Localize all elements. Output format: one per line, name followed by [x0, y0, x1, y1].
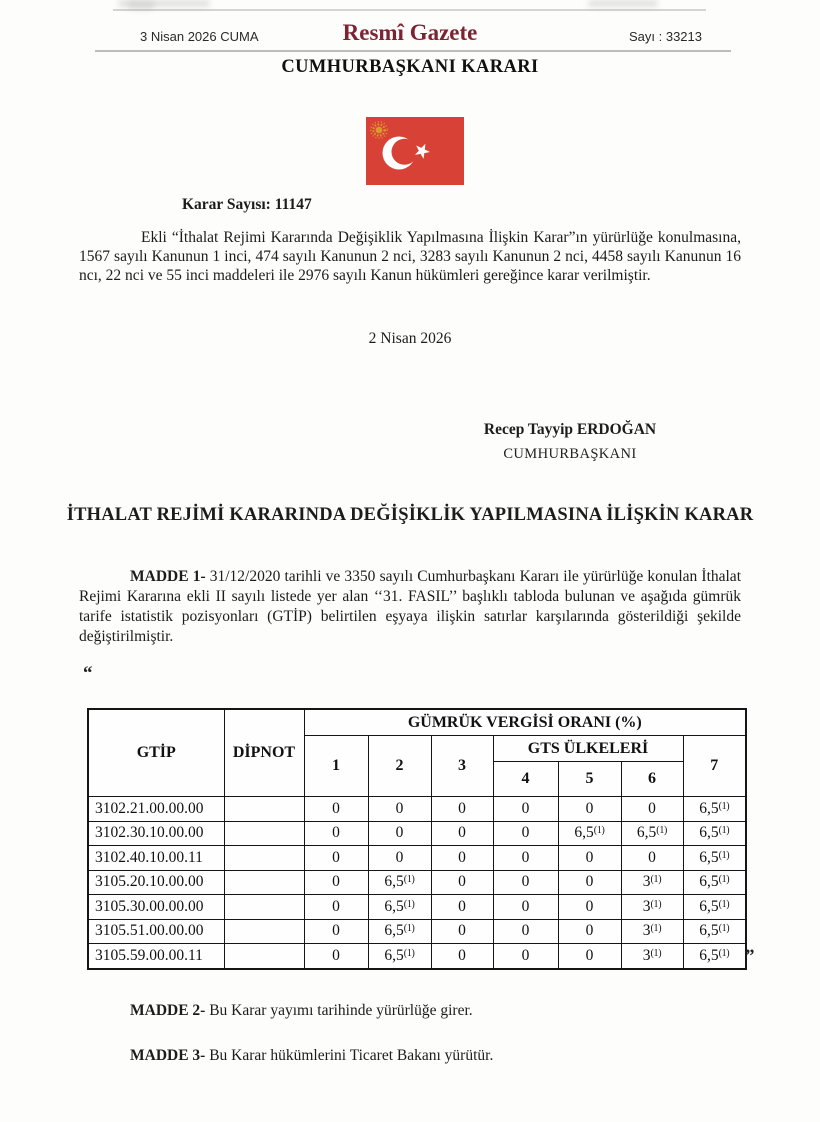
duty-rate-cell: 0 [304, 821, 368, 846]
duty-rate-cell: 0 [558, 797, 621, 822]
duty-rate-cell: 0 [493, 895, 558, 920]
dipnot-cell [224, 797, 304, 822]
table-row [88, 846, 746, 871]
duty-rate-cell: 6,5$^{(1)}$ [368, 919, 431, 944]
decision-number: Karar Sayısı: 11147 [182, 196, 312, 213]
duty-rate-cell: 0 [493, 821, 558, 846]
col-header-5: 5 [558, 762, 621, 797]
masthead-issue-number: Sayı : 33213 [629, 29, 702, 44]
col-header-dipnot: DİPNOT [224, 709, 304, 797]
gtip-code-cell: 3105.59.00.00.11 [88, 944, 224, 969]
tariff-table-body [88, 797, 746, 969]
gtip-code-cell: 3105.30.00.00.00 [88, 895, 224, 920]
duty-rate-cell: 6,5$^{(1)}$ [683, 870, 746, 895]
gtip-code-cell: 3105.51.00.00.00 [88, 919, 224, 944]
duty-rate-cell: 0 [431, 895, 493, 920]
decision-date: 2 Nisan 2026 [368, 330, 452, 347]
duty-rate-cell: 0 [431, 797, 493, 822]
table-row [88, 870, 746, 895]
president-name: Recep Tayyip ERDOĞAN [483, 421, 657, 438]
gtip-code-cell: 3102.21.00.00.00 [88, 797, 224, 822]
duty-rate-cell: 6,5$^{(1)}$ [683, 846, 746, 871]
col-header-2: 2 [368, 736, 431, 797]
dipnot-cell [224, 895, 304, 920]
article-3-label: MADDE 3- [130, 1047, 206, 1064]
dipnot-cell [224, 944, 304, 969]
masthead-divider [95, 50, 731, 52]
scan-smudge [588, 0, 658, 7]
duty-rate-cell: 6,5$^{(1)}$ [368, 895, 431, 920]
duty-rate-cell: 0 [621, 846, 683, 871]
duty-rate-cell: 0 [493, 919, 558, 944]
tariff-table-container [87, 708, 747, 970]
duty-rate-cell: 0 [368, 846, 431, 871]
table-row [88, 797, 746, 822]
duty-rate-cell: 0 [621, 797, 683, 822]
duty-rate-cell: 3$^{(1)}$ [621, 870, 683, 895]
duty-rate-cell: 0 [493, 797, 558, 822]
col-header-1: 1 [304, 736, 368, 797]
duty-rate-cell: 0 [304, 944, 368, 969]
table-row [88, 821, 746, 846]
duty-rate-cell: 6,5$^{(1)}$ [368, 944, 431, 969]
duty-rate-cell: 6,5$^{(1)}$ [683, 797, 746, 822]
closing-quote-mark: ” [745, 946, 755, 967]
duty-rate-cell: 0 [368, 821, 431, 846]
duty-rate-cell: 0 [493, 944, 558, 969]
duty-rate-cell: 0 [431, 944, 493, 969]
col-header-3: 3 [431, 736, 493, 797]
scan-smudge [128, 0, 154, 10]
duty-rate-cell: 6,5$^{(1)}$ [621, 821, 683, 846]
duty-rate-cell: 3$^{(1)}$ [621, 895, 683, 920]
decree-type-heading: CUMHURBAŞKANI KARARI [281, 57, 539, 77]
duty-rate-cell: 0 [304, 870, 368, 895]
table-row [88, 895, 746, 920]
dipnot-cell [224, 870, 304, 895]
duty-rate-cell: 0 [431, 846, 493, 871]
duty-rate-cell: 0 [304, 895, 368, 920]
duty-rate-cell: 0 [304, 846, 368, 871]
gtip-code-cell: 3102.30.10.00.00 [88, 821, 224, 846]
duty-rate-cell: 0 [558, 895, 621, 920]
article-3-text: Bu Karar hükümlerini Ticaret Bakanı yürütür. [209, 1047, 494, 1064]
duty-rate-cell: 0 [558, 944, 621, 969]
duty-rate-cell: 3$^{(1)}$ [621, 944, 683, 969]
duty-rate-cell: 0 [304, 919, 368, 944]
scan-top-edge-line [113, 9, 706, 11]
duty-rate-cell: 0 [368, 797, 431, 822]
duty-rate-cell: 3$^{(1)}$ [621, 919, 683, 944]
duty-rate-cell: 6,5$^{(1)}$ [558, 821, 621, 846]
col-header-4: 4 [493, 762, 558, 797]
article-2-label: MADDE 2- [130, 1002, 206, 1019]
duty-rate-cell: 0 [431, 821, 493, 846]
duty-rate-cell: 0 [558, 846, 621, 871]
table-header-row-1 [88, 709, 746, 736]
duty-rate-cell: 6,5$^{(1)}$ [683, 821, 746, 846]
col-header-gts-group: GTS ÜLKELERİ [493, 736, 683, 762]
duty-rate-cell: 0 [493, 870, 558, 895]
duty-rate-cell: 0 [431, 919, 493, 944]
article-1 [79, 567, 741, 647]
gtip-code-cell: 3105.20.10.00.00 [88, 870, 224, 895]
article-2 [79, 1001, 741, 1021]
duty-rate-cell: 6,5$^{(1)}$ [683, 944, 746, 969]
tariff-table [87, 708, 747, 970]
turkish-flag-svg [366, 117, 464, 185]
duty-rate-cell: 0 [558, 919, 621, 944]
dipnot-cell [224, 919, 304, 944]
signature-block [430, 421, 710, 463]
duty-rate-cell: 0 [304, 797, 368, 822]
duty-rate-cell: 6,5$^{(1)}$ [683, 895, 746, 920]
opening-quote-mark: “ [83, 663, 93, 684]
duty-rate-cell: 0 [558, 870, 621, 895]
col-header-gtip: GTİP [88, 709, 224, 797]
article-2-text: Bu Karar yayımı tarihinde yürürlüğe girer. [209, 1002, 473, 1019]
table-row [88, 944, 746, 969]
decree-preamble: Ekli “İthalat Rejimi Kararında Değişiklik Yapılmasına İlişkin Karar”ın yürürlüğe konulmasına, 1567 sayılı Kanunun 1 inci, 474 sayılı Kanunun 2 nci, 3283 sayılı Kanunun 2 nci, 4458 sayılı Kanunun 16 ncı, 22 nci ve 55 inci maddeleri ile 2976 sayılı Kanun hükümleri gereğince karar verilmiştir. [79, 229, 741, 284]
masthead-gazette-title: Resmî Gazete [342, 20, 478, 45]
duty-rate-cell: 0 [431, 870, 493, 895]
article-1-text: 31/12/2020 tarihli ve 3350 sayılı Cumhurbaşkanı Kararı ile yürürlüğe konulan İthalat Rejimi Kararına ekli II sayılı listede yer alan ‘‘31. FASIL’’ başlıklı tabloda bulunan ve aşağıda gümrük tarife istatistik pozisyonları (GTİP) belirtilen eşyaya ilişkin satırlar karşılarında gösterildiği şekilde değiştirilmiştir. [79, 568, 741, 645]
decree-title: İTHALAT REJİMİ KARARINDA DEĞİŞİKLİK YAPILMASINA İLİŞKİN KARAR [66, 505, 754, 525]
president-title: CUMHURBAŞKANI [503, 446, 637, 462]
article-3 [79, 1046, 741, 1066]
col-header-7: 7 [683, 736, 746, 797]
col-header-6: 6 [621, 762, 683, 797]
turkish-flag-image [366, 117, 464, 185]
col-header-duty-group: GÜMRÜK VERGİSİ ORANI (%) [304, 709, 746, 736]
gtip-code-cell: 3102.40.10.00.11 [88, 846, 224, 871]
masthead-date: 3 Nisan 2026 CUMA [140, 29, 259, 44]
dipnot-cell [224, 821, 304, 846]
duty-rate-cell: 6,5$^{(1)}$ [683, 919, 746, 944]
duty-rate-cell: 6,5$^{(1)}$ [368, 870, 431, 895]
table-row [88, 919, 746, 944]
duty-rate-cell: 0 [493, 846, 558, 871]
dipnot-cell [224, 846, 304, 871]
article-1-label: MADDE 1- [130, 568, 206, 585]
